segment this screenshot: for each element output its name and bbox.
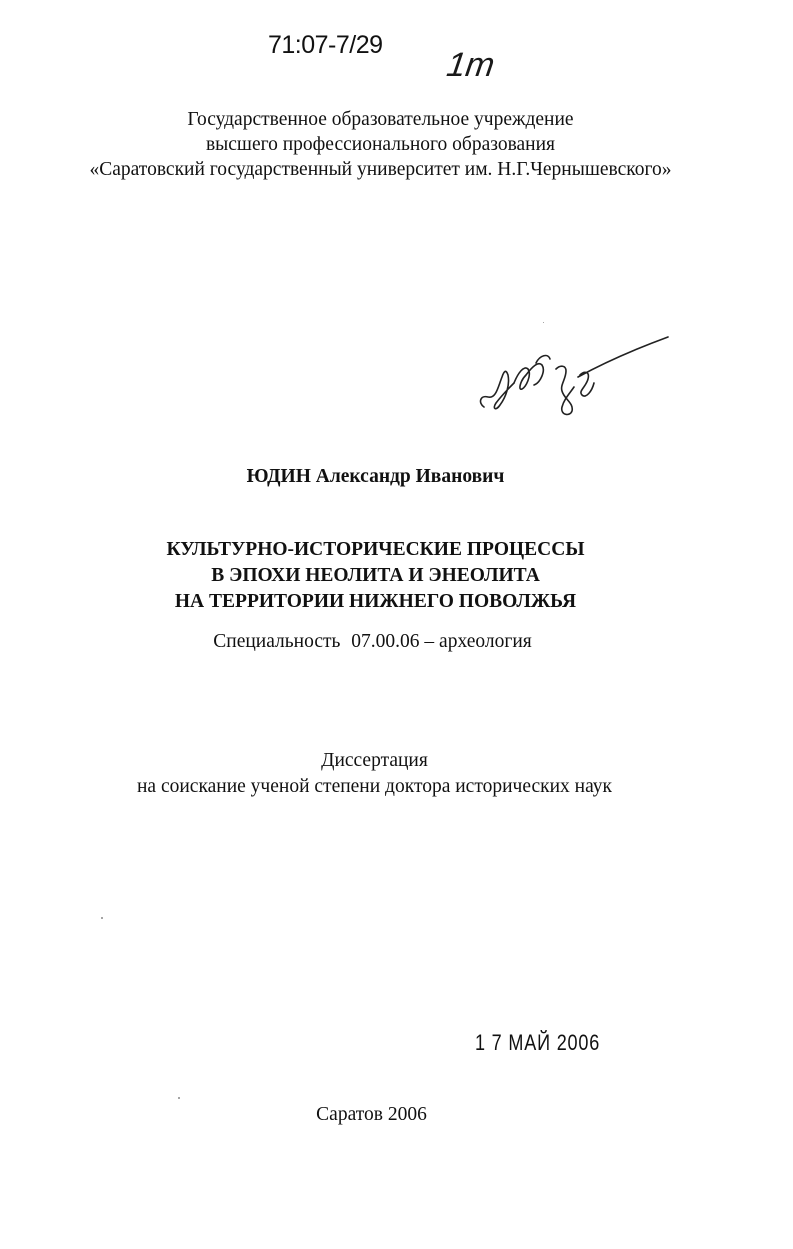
title-line-3: НА ТЕРРИТОРИИ НИЖНЕГО ПОВОЛЖЬЯ <box>174 591 577 612</box>
institution-line-3: «Саратовский государственный университет им. Н.Г.Чернышевского» <box>89 159 672 180</box>
speciality-label: Специальность <box>213 631 341 652</box>
place-year: Саратов 2006 <box>316 1104 427 1125</box>
signature-image <box>470 325 680 425</box>
scan-speck <box>543 322 544 323</box>
shelf-mark: 71:07-7/29 <box>268 31 383 59</box>
author-surname: ЮДИН <box>246 466 311 487</box>
date-stamp: 1 7 МАЙ 2006 <box>475 1030 601 1055</box>
degree-line-2: на соискание ученой степени доктора исторических наук <box>136 776 612 797</box>
scan-speck <box>178 1097 180 1099</box>
degree-line-1: Диссертация <box>321 750 428 771</box>
handwritten-mark: 1т <box>444 46 497 84</box>
title-line-1: КУЛЬТУРНО-ИСТОРИЧЕСКИЕ ПРОЦЕССЫ <box>166 539 585 560</box>
author-name <box>0 466 772 488</box>
institution-line-1: Государственное образовательное учреждение <box>187 109 574 130</box>
scan-speck <box>101 917 103 919</box>
speciality-code: 07.00.06 – археология <box>351 631 532 652</box>
institution-line-2: высшего профессионального образования <box>205 134 556 155</box>
speciality <box>0 631 769 653</box>
title-line-2: В ЭПОХИ НЕОЛИТА И ЭНЕОЛИТА <box>211 565 540 586</box>
author-given-name: Александр Иванович <box>315 466 505 487</box>
